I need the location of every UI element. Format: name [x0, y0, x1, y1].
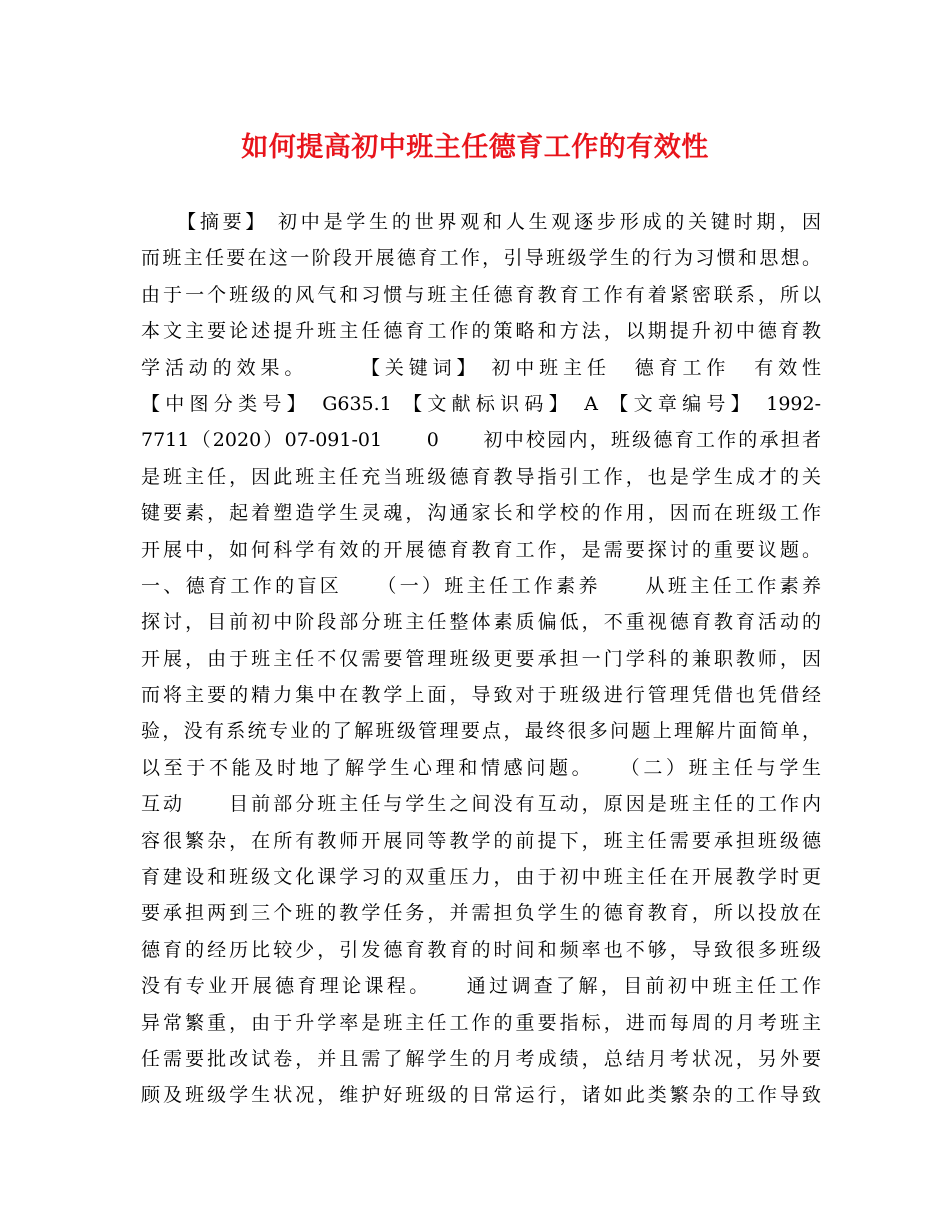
body-line: 【中图分类号】 G635.1 【文献标识码】 A 【文章编号】 1992- — [141, 392, 821, 415]
body-line: 验，没有系统专业的了解班级管理要点，最终很多问题上理解片面简单， — [141, 720, 821, 743]
document-title: 如何提高初中班主任德育工作的有效性 — [241, 132, 709, 163]
body-line: 本文主要论述提升班主任德育工作的策略和方法，以期提升初中德育教 — [141, 320, 821, 343]
body-line: 是班主任，因此班主任充当班级德育教导指引工作，也是学生成才的关 — [141, 465, 821, 488]
body-line: 德育的经历比较少，引发德育教育的时间和频率也不够，导致很多班级 — [141, 938, 821, 961]
body-line: 任需要批改试卷，并且需了解学生的月考成绩，总结月考状况，另外要 — [141, 1047, 821, 1070]
body-line: 一、德育工作的盲区 （一）班主任工作素养 从班主任工作素养 — [141, 574, 821, 597]
body-line: 开展，由于班主任不仅需要管理班级更要承担一门学科的兼职教师，因 — [141, 647, 821, 670]
body-line: 学活动的效果。 【关键词】 初中班主任 德育工作 有效性 — [141, 356, 821, 379]
body-line: 异常繁重，由于升学率是班主任工作的重要指标，进而每周的月考班主 — [141, 1011, 821, 1034]
body-line: 以至于不能及时地了解学生心理和情感问题。 （二）班主任与学生 — [141, 756, 821, 779]
body-line: 顾及班级学生状况，维护好班级的日常运行，诸如此类繁杂的工作导致 — [141, 1084, 821, 1107]
body-line: 互动 目前部分班主任与学生之间没有互动，原因是班主任的工作内 — [141, 793, 821, 816]
body-line: 【摘要】 初中是学生的世界观和人生观逐步形成的关键时期，因 — [141, 211, 821, 233]
body-line: 而将主要的精力集中在教学上面，导致对于班级进行管理凭借也凭借经 — [141, 684, 821, 707]
body-line: 育建设和班级文化课学习的双重压力，由于初中班主任在开展教学时更 — [141, 866, 821, 889]
body-line: 开展中，如何科学有效的开展德育教育工作，是需要探讨的重要议题。 — [141, 538, 821, 561]
body-line: 键要素，起着塑造学生灵魂，沟通家长和学校的作用，因而在班级工作 — [141, 502, 821, 525]
body-line: 要承担两到三个班的教学任务，并需担负学生的德育教育，所以投放在 — [141, 902, 821, 925]
body-line: 7711（2020）07-091-01 0 初中校园内，班级德育工作的承担者 — [141, 429, 821, 452]
body-line: 而班主任要在这一阶段开展德育工作，引导班级学生的行为习惯和思想。 — [141, 247, 821, 270]
body-line: 探讨，目前初中阶段部分班主任整体素质偏低，不重视德育教育活动的 — [141, 611, 821, 634]
body-line: 容很繁杂，在所有教师开展同等教学的前提下，班主任需要承担班级德 — [141, 829, 821, 852]
body-line: 没有专业开展德育理论课程。 通过调查了解，目前初中班主任工作 — [141, 975, 821, 998]
body-line: 由于一个班级的风气和习惯与班主任德育教育工作有着紧密联系，所以 — [141, 283, 821, 306]
document-body — [141, 204, 821, 1114]
